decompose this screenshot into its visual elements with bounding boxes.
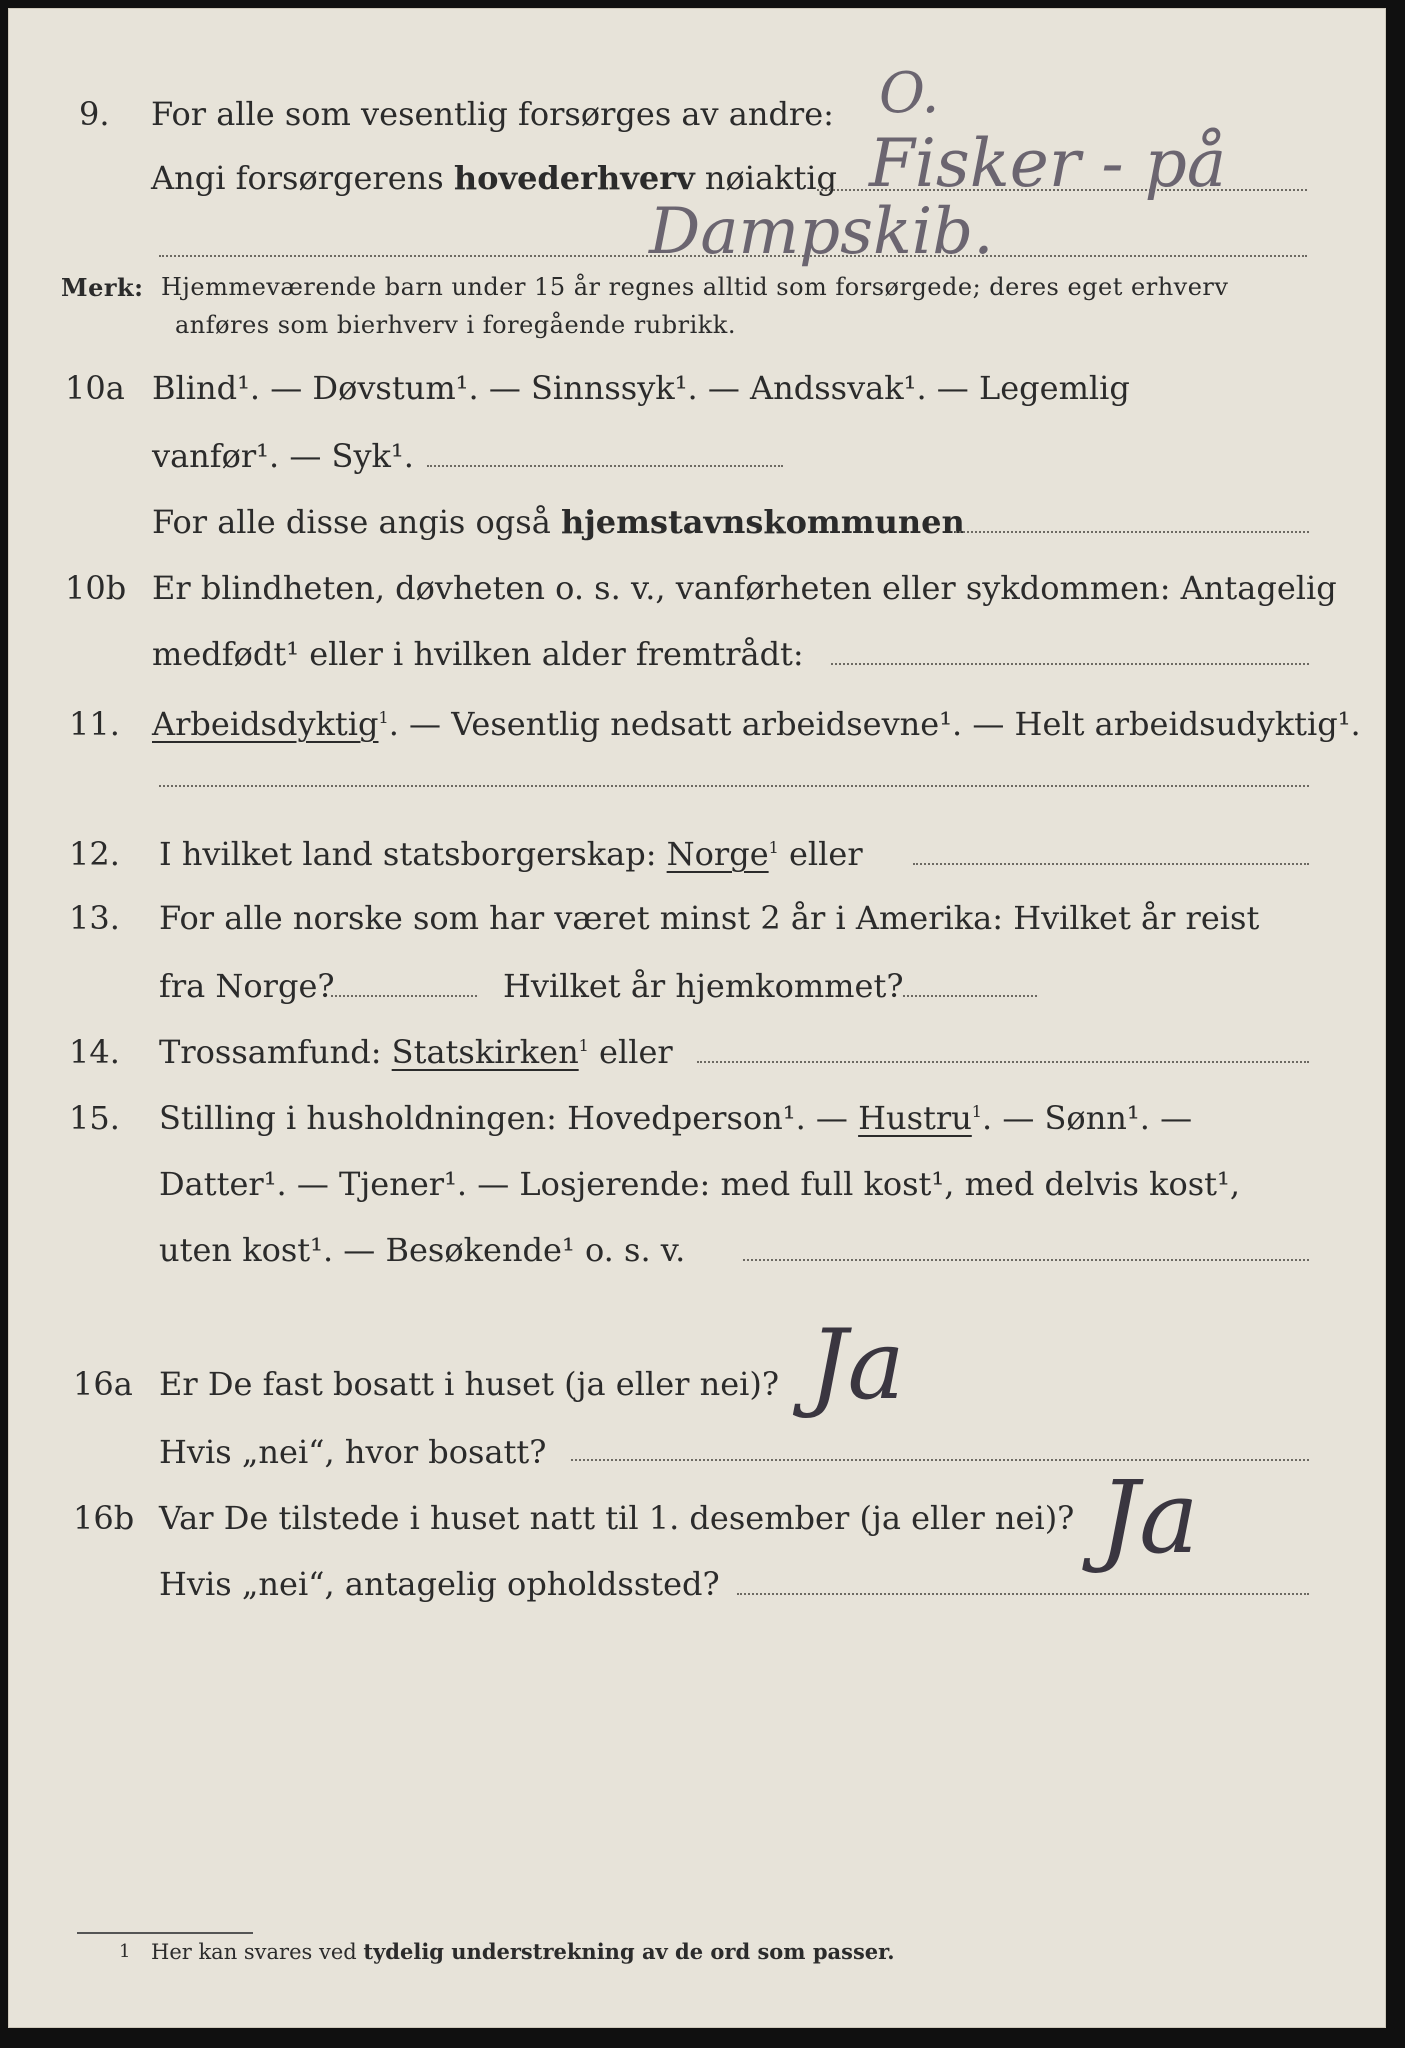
q12-number: 12. [69, 835, 120, 873]
q16a-line2: Hvis „nei“, hvor bosatt? [159, 1433, 547, 1471]
q9-line2: Angi forsørgerens hovederhverv nøiaktig [151, 159, 838, 197]
merk-label: Merk: [61, 273, 144, 302]
q9-hand-answer-1: Fisker - på [869, 125, 1227, 202]
q11-number: 11. [69, 705, 120, 743]
q11-option-arbeidsdyktig[interactable]: Arbeidsdyktig [152, 705, 379, 743]
q11-line: Arbeidsdyktig$^1$. — Vesentlig nedsatt arbeidsevne¹. — Helt arbeidsudyktig¹. [152, 705, 1361, 743]
q13-line2-a: fra Norge? [159, 967, 335, 1005]
q16b-opholdssted-field[interactable] [737, 1593, 1309, 1595]
q9-line1: For alle som vesentlig forsørges av andre: [151, 95, 834, 133]
q10b-line2: medfødt¹ eller i hvilken alder fremtrådt: [152, 635, 804, 673]
q11-answer-line[interactable] [159, 785, 1309, 787]
q14-option-statskirken[interactable]: Statskirken [391, 1033, 579, 1071]
q16b-line1: Var De tilstede i huset natt til 1. desember (ja eller nei)? [159, 1499, 1075, 1537]
q13-line1: For alle norske som har været minst 2 år i Amerika: Hvilket år reist [159, 899, 1260, 937]
q10a-syk-field[interactable] [427, 465, 783, 467]
q13-reist-field[interactable] [331, 995, 477, 997]
merk-line1: Hjemmeværende barn under 15 år regnes alltid som forsørgede; deres eget erhverv [161, 273, 1229, 301]
q10a-number: 10a [65, 369, 125, 407]
q16b-hand-answer: Ja [1099, 1459, 1199, 1576]
q15-line3: uten kost¹. — Besøkende¹ o. s. v. [159, 1231, 686, 1269]
q16b-line2: Hvis „nei“, antagelig opholdssted? [159, 1565, 720, 1603]
q14-line: Trossamfund: Statskirken$^1$ eller [159, 1033, 673, 1071]
q10b-number: 10b [65, 569, 127, 607]
q10b-alder-field[interactable] [831, 663, 1309, 665]
q13-number: 13. [69, 899, 120, 937]
q15-number: 15. [69, 1099, 120, 1137]
q13-hjemkommet-field[interactable] [903, 995, 1037, 997]
q10b-line1: Er blindheten, døvheten o. s. v., vanførheten eller sykdommen: Antagelig [152, 569, 1337, 607]
q16b-number: 16b [73, 1499, 135, 1537]
q12-other-field[interactable] [913, 863, 1309, 865]
footnote-rule [77, 1932, 253, 1934]
q15-line1: Stilling i husholdningen: Hovedperson¹. — Hustru$^1$. — Sønn¹. — [159, 1099, 1193, 1137]
q16a-hand-answer: Ja [809, 1309, 905, 1421]
q12-line: I hvilket land statsborgerskap: Norge$^1$ eller [159, 835, 863, 873]
q9-number: 9. [79, 95, 110, 133]
q15-other-field[interactable] [743, 1259, 1309, 1261]
q10a-line3: For alle disse angis også hjemstavnskommunen [152, 503, 965, 541]
q16a-number: 16a [73, 1365, 133, 1403]
q9-hand-mark: O. [879, 61, 940, 126]
q16a-line1: Er De fast bosatt i huset (ja eller nei)? [159, 1365, 780, 1403]
q15-line2: Datter¹. — Tjener¹. — Losjerende: med full kost¹, med delvis kost¹, [159, 1165, 1241, 1203]
footnote-mark: 1 [119, 1941, 131, 1962]
q15-option-hustru[interactable]: Hustru [858, 1099, 972, 1137]
footnote-text: Her kan svares ved tydelig understrekning av de ord som passer. [151, 1939, 895, 1964]
q14-other-field[interactable] [697, 1061, 1309, 1063]
merk-line2: anføres som bierhverv i foregående rubrikk. [175, 311, 736, 339]
q10a-line1: Blind¹. — Døvstum¹. — Sinnssyk¹. — Andssvak¹. — Legemlig [152, 369, 1130, 407]
q10a-line2: vanfør¹. — Syk¹. [152, 437, 414, 475]
q13-line2-b: Hvilket år hjemkommet? [503, 967, 904, 1005]
q12-option-norge[interactable]: Norge [666, 835, 769, 873]
q9-hand-answer-2: Dampskib. [649, 195, 994, 269]
q10a-hjemstavn-field[interactable] [955, 531, 1309, 533]
census-form-page [8, 8, 1386, 2028]
q14-number: 14. [69, 1033, 120, 1071]
